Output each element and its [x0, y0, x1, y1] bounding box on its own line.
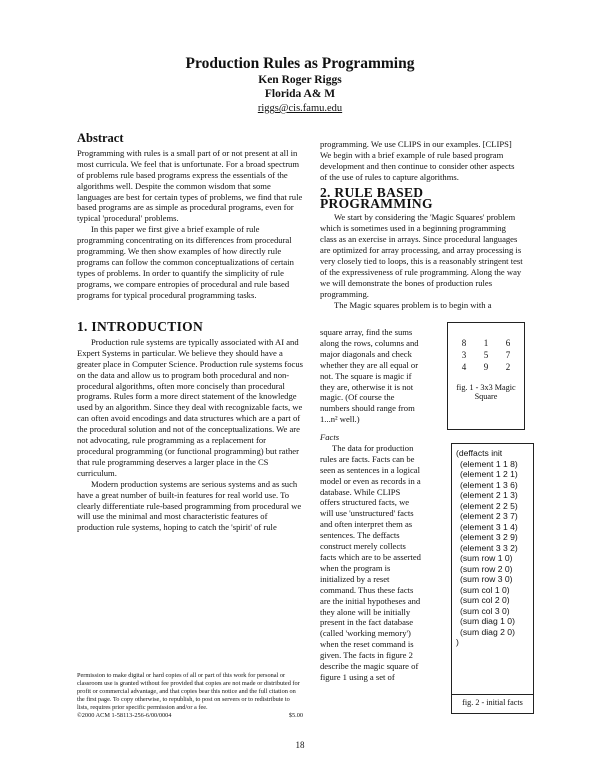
text-line: when the reset command is: [320, 639, 414, 650]
square-cell: 2: [505, 362, 511, 372]
text-line: are the initial hypotheses and: [320, 595, 421, 606]
code-line: (element 1 1 8): [460, 458, 518, 469]
code-line: (element 1 2 1): [460, 469, 518, 479]
code-line: (element 1 3 6): [460, 479, 518, 490]
code-line: (sum col 1 0): [460, 584, 510, 595]
copyright-text: ©2000 ACM 1-58113-256-6/00/0004: [77, 712, 172, 719]
code-line: (element 2 1 3): [460, 490, 518, 500]
text-line: model or even as records in a: [320, 475, 421, 486]
text-line: and often interpret them as: [320, 519, 413, 530]
square-row: [448, 337, 524, 349]
copyright-line: [77, 712, 303, 720]
rule-paragraph: We start by considering the 'Magic Squares' problem which is sometimes used in a beginning programming class as an exercise in arrays. Since procedural languages are optimized for array processing, and array processing is very closely tied to loops, this is a reasonably stringent test of the expressiveness of rule programming. Along the way we will demonstrate the bones of production rules programming.: [320, 212, 523, 299]
introduction-heading: 1. INTRODUCTION: [77, 319, 204, 334]
code-line: (element 3 2 9): [460, 532, 518, 542]
text-line: (called 'working memory'): [320, 628, 411, 639]
square-row: [448, 361, 524, 373]
text-line: magic. (Of course the: [320, 392, 395, 403]
text-line: figure 1 using a set of: [320, 671, 395, 682]
price-text: $5.00: [288, 712, 303, 719]
code-line: ): [456, 637, 459, 647]
text-line: they are, otherwise it is not: [320, 381, 414, 392]
code-line: (sum row 3 0): [460, 574, 513, 584]
text-line: rules are facts. Facts can be: [320, 453, 415, 464]
square-cell: 8: [461, 338, 467, 348]
text-line: along the rows, columns and: [320, 337, 419, 348]
square-cell: 7: [505, 350, 511, 360]
text-line: The data for production: [332, 442, 414, 453]
text-line: seen as sentences in a logical: [320, 464, 420, 475]
code-line: (sum diag 2 0): [460, 626, 515, 637]
affiliation: Florida A& M: [264, 88, 336, 100]
text-line: when the program is: [320, 562, 391, 573]
text-line: database. While CLIPS: [320, 486, 401, 497]
magic-square-description: [320, 327, 442, 425]
code-line: (element 2 3 7): [460, 511, 518, 521]
figure-initial-facts: [451, 443, 534, 714]
figure-1-caption: fig. 1 - 3x3 Magic Square: [456, 383, 516, 401]
code-line: (sum col 2 0): [460, 595, 510, 605]
page-number: 18: [295, 740, 305, 750]
abstract-paragraph: In this paper we first give a brief example of rule programming concentrating on its differences from procedural programming. We then show examples of how directly rule programs can follow the common conceptualizations of certain types of problems. In order to quantify the simplicity of rule programs, we compare entropies of procedural and rule based programs for typical procedural programming tasks.: [77, 224, 294, 300]
text-line: construct merely collects: [320, 541, 406, 552]
intro-paragraph: Modern production systems are serious systems and as such have a great number of built-in features for real world use. To clearly differentiate rule-based programming from procedural we will use the minimal and most characteristic features of production rule systems, hoping to catch the 'spirit' of rule: [77, 478, 302, 533]
permission-text: Permission to make digital or hard copies of all or part of this work for personal or classroom use is granted without fee provided that copies are not made or distributed for profit or commercial advantage, and that copies bear this notice and the full citation on the first page. To copy otherwise, to republish, to post on servers or to redistribute to lists, requires prior specific permission and/or a fee.: [77, 672, 300, 711]
paper-title: Production Rules as Programming: [185, 55, 415, 72]
text-line: square array, find the sums: [320, 327, 413, 337]
author-name: Ken Roger Riggs: [258, 74, 342, 86]
code-line: (sum diag 1 0): [460, 616, 515, 626]
code-line: (sum row 1 0): [460, 553, 513, 563]
text-line: whether they are all equal or: [320, 359, 419, 370]
text-line: present in the fact database: [320, 617, 414, 628]
text-line: 1...n² well.): [320, 414, 360, 425]
text-line: given. The facts in figure 2: [320, 650, 413, 661]
abstract-heading: Abstract: [77, 131, 124, 145]
square-cell: 5: [483, 350, 489, 360]
abstract-section: [77, 133, 303, 301]
text-line: numbers should range from: [320, 403, 415, 414]
facts-section: [320, 432, 450, 683]
right-column-top: [320, 139, 523, 311]
text-line: they alone will be initially: [320, 606, 411, 617]
text-line: offers structured facts, we: [320, 497, 410, 508]
text-line: will use 'unstructured' facts: [320, 508, 414, 519]
abstract-paragraph: Programming with rules is a small part of or not present at all in most curricula. We feel that is unfortunate. For a broad spectrum of problems rule based programs express the essentials of the algorithms well. Despite the common wisdom that some languages are best for certain types of problems, we find that rule based programs are as simple as procedural programs, even for typical 'procedural' problems.: [77, 147, 303, 224]
text-line: describe the magic square of: [320, 661, 419, 672]
code-line: (element 3 1 4): [460, 521, 518, 532]
code-line: (element 2 2 5): [460, 500, 518, 511]
text-line: initialized by a reset: [320, 573, 390, 584]
author-email[interactable]: riggs@cis.famu.edu: [257, 103, 343, 114]
figure-2-caption: fig. 2 - initial facts: [462, 698, 523, 707]
square-cell: 9: [483, 362, 489, 372]
text-line: not. The square is magic if: [320, 370, 412, 381]
code-line: (sum row 2 0): [460, 563, 513, 574]
intro-continuation: programming. We use CLIPS in our examples. [CLIPS] We begin with a brief example of rule based program development and then continue to consider other aspects of the use of rules to capture algorithms.: [320, 139, 515, 182]
rule-paragraph-lead: The Magic squares problem is to begin with a: [334, 299, 492, 310]
introduction-section: [77, 319, 303, 533]
figure-magic-square: [447, 322, 525, 430]
facts-subheading: Facts: [320, 432, 340, 442]
intro-paragraph: Production rule systems are typically associated with AI and Expert Systems in particular. We believe they should have a greater place in Computer Science. Production rule systems focus on the data and allow us to program both procedural and non-procedural algorithms, often more concisely than procedural programs. Rules form a more direct statement of the knowledge used by an algorithm. Since they deal with recognizable facts, we can often avoid encodings and data structures which are a part of the procedural solution and not of the conceptualizations. We are not advocating, rule programming as a replacement for procedural programming (or functional programming) but rather that rule programming deserves a larger place in the CS curriculum.: [77, 336, 303, 478]
code-line: (element 3 3 2): [460, 542, 518, 553]
rule-section-heading: 2. RULE BASED PROGRAMMING: [320, 184, 433, 211]
text-line: facts which are to be asserted: [320, 551, 421, 562]
code-line: (deffacts init: [456, 448, 503, 458]
square-cell: 6: [505, 338, 511, 348]
text-line: major diagonals and check: [320, 348, 412, 359]
code-line: (sum col 3 0): [460, 605, 510, 616]
permission-notice: [77, 672, 303, 720]
text-line: sentences. The deffacts: [320, 530, 400, 541]
square-cell: 1: [483, 338, 489, 348]
square-cell: 4: [461, 362, 467, 372]
text-line: command. Thus these facts: [320, 584, 414, 595]
square-row: [448, 349, 524, 361]
caption-divider: [452, 694, 533, 695]
square-cell: 3: [461, 350, 467, 360]
